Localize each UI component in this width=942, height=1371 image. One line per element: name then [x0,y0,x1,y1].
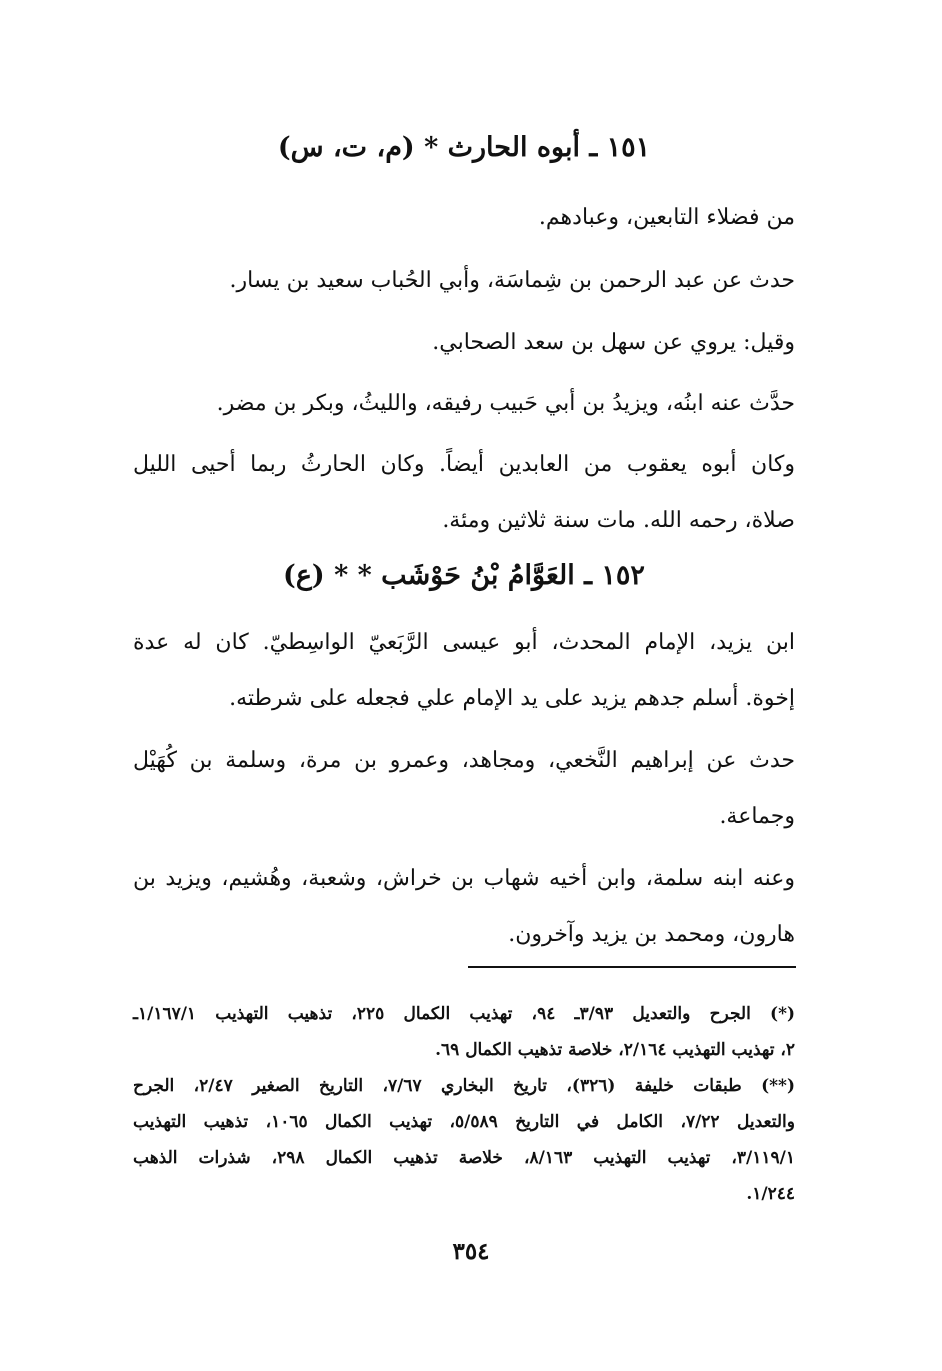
text-line: حدث عن إبراهيم النَّخعي، ومجاهد، وعمرو بن مرة، وسلمة بن كُهَيْل [133,748,795,773]
text-line: وقيل: يروي عن سهل بن سعد الصحابي. [432,330,795,355]
footnote-separator [468,966,796,968]
entry-heading-152: ١٥٢ ـ العَوَّامُ بْنُ حَوْشَب * * (ع) [283,560,645,591]
footnote-line: ٢، تهذيب التهذيب ٢/١٦٤، خلاصة تذهيب الكمال ٦٩. [435,1040,795,1060]
entry-body-152 [133,615,795,963]
text-line: وعنه ابنه سلمة، وابن أخيه شهاب بن خراش، وشعبة، وهُشيم، ويزيد بن [133,866,796,891]
entry-heading-151: ١٥١ ـ أبوه الحارث * (م، ت، س) [277,132,651,163]
text-line: هارون، ومحمد بن يزيد وآخرون. [508,922,795,947]
footnotes [133,996,795,1212]
text-line: وكان أبوه يعقوب من العابدين أيضاً. وكان الحارثُ ربما أحيى الليل [133,452,795,477]
footnote-line: (**) طبقات خليفة (٣٢٦)، تاريخ البخاري ٧/٦٧، التاريخ الصغير ٢/٤٧، الجرح [133,1076,795,1096]
footnote-line: (*) الجرح والتعديل ٣/٩٣ـ ٩٤، تهذيب الكمال ٢٢٥، تذهيب التهذيب ١/١٦٧/١ـ [133,1004,796,1024]
text-line: حدَّث عنه ابنُه، ويزيدُ بن أبي حَبيب رفيقه، والليثُ، وبكر بن مضر. [216,391,795,416]
footnote-line: ٣/١١٩/١، تهذيب التهذيب ٨/١٦٣، خلاصة تذهيب الكمال ٢٩٨، شذرات الذهب [133,1148,795,1168]
text-line: صلاة، رحمه الله. مات سنة ثلاثين ومئة. [442,508,795,533]
entry-body-151 [133,190,795,549]
text-line: من فضلاء التابعين، وعبادهم. [538,205,795,230]
text-line: حدث عن عبد الرحمن بن شِماسَة، وأبي الحُباب سعيد بن يسار. [229,268,795,293]
text-line: وجماعة. [719,804,795,829]
page-number: ٣٥٤ [452,1238,490,1265]
text-line: ابن يزيد، الإمام المحدث، أبو عيسى الرَّبَعيّ الواسِطيّ. كان له عدة [133,630,795,655]
text-line: إخوة. أسلم جدهم يزيد على يد الإمام علي فجعله على شرطته. [229,686,795,711]
footnote-line: ١/٢٤٤. [746,1184,795,1204]
footnote-line: والتعديل ٧/٢٢، الكامل في التاريخ ٥/٥٨٩، تهذيب الكمال ١٠٦٥، تذهيب التهذيب [133,1112,795,1132]
